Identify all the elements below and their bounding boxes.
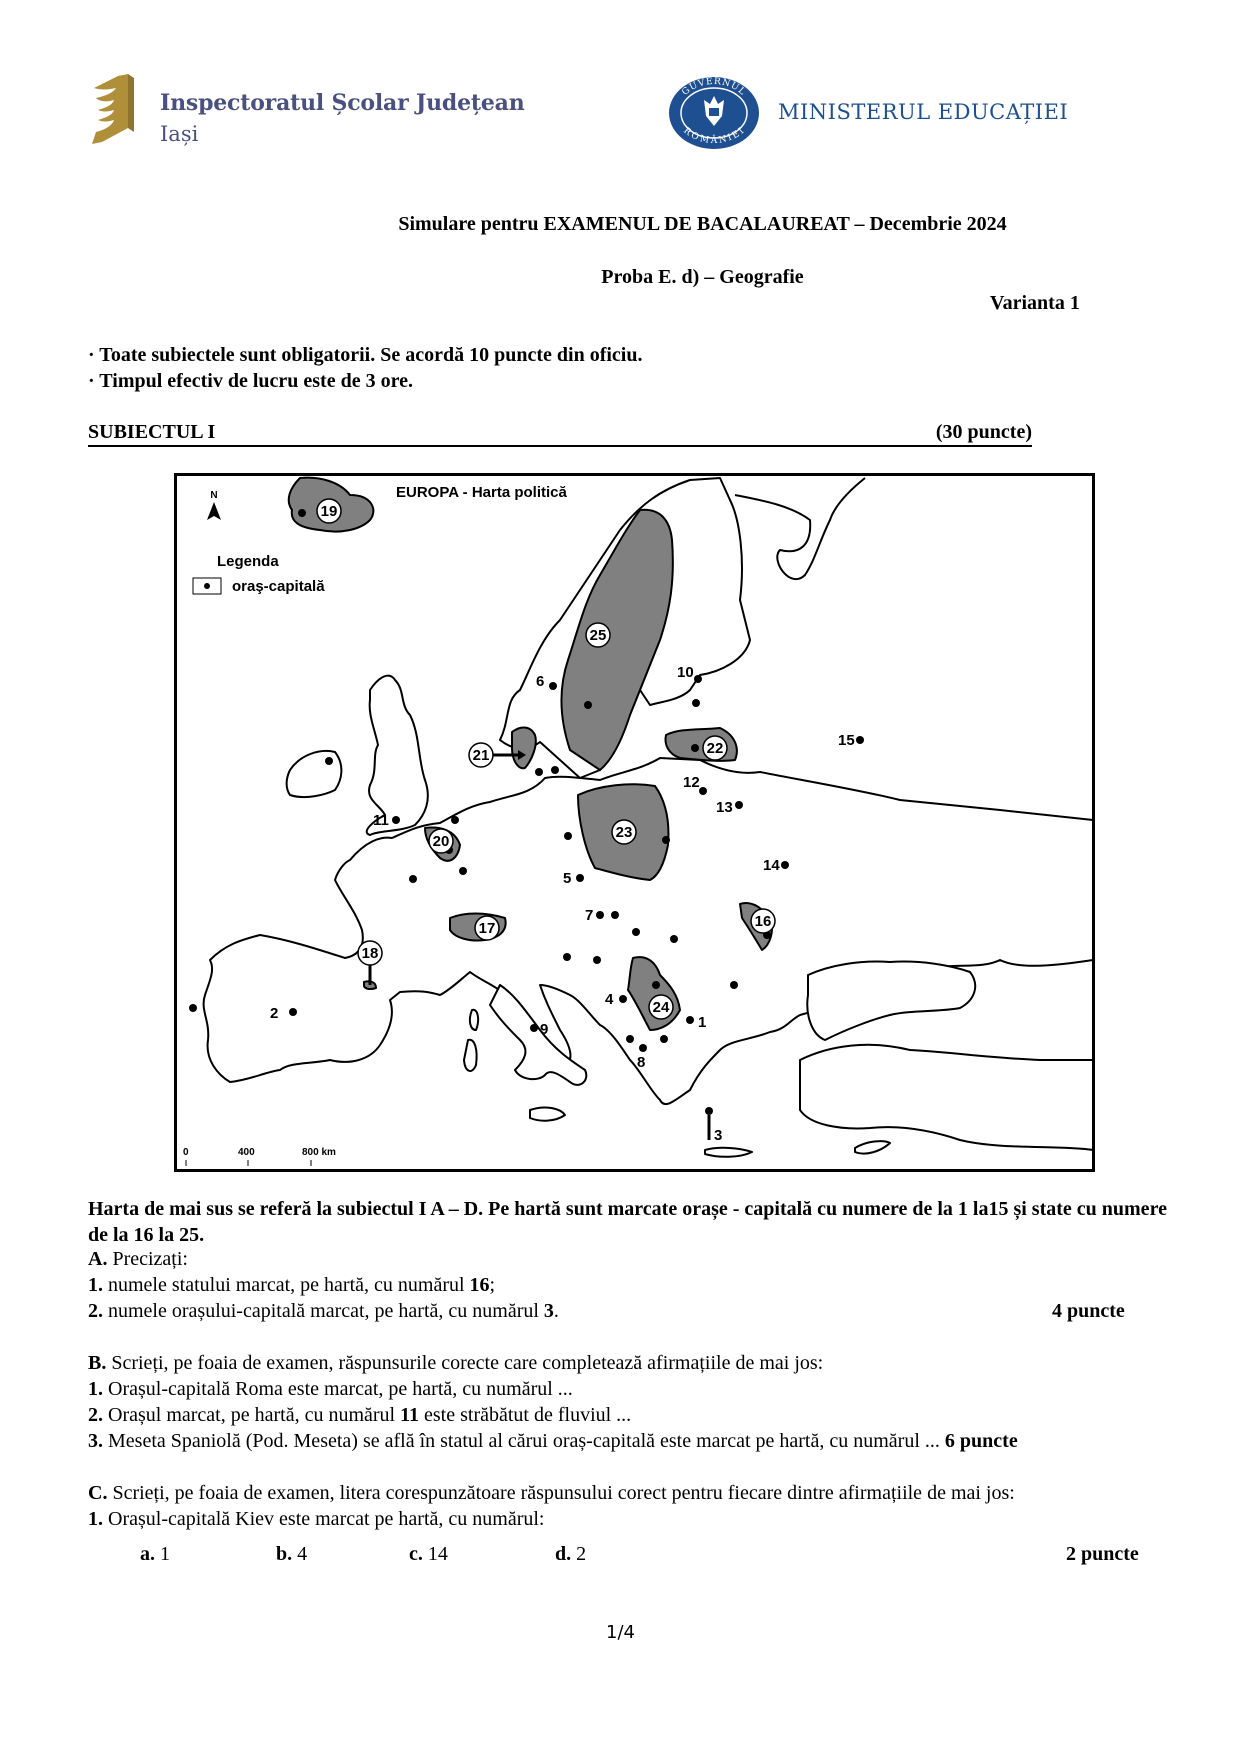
svg-text:23: 23 [615,824,633,841]
isj-logo-icon [88,74,138,146]
capital-dot-icon [204,583,210,589]
section-heading [88,421,1032,447]
north-label: N [210,490,218,501]
state-24 [649,995,673,1019]
question-a-item-2: 2. numele orașului-capitală marcat, pe hartă, cu numărul 3. [88,1300,559,1322]
section-title: SUBIECTUL I [88,421,216,443]
option-a: a. 1 [140,1543,170,1565]
state-16 [751,909,775,933]
svg-text:24: 24 [652,999,670,1016]
scale-label: 400 [238,1147,255,1158]
svg-text:8: 8 [637,1054,646,1071]
map-intro: Harta de mai sus se referă la subiectul I A – D. Pe hartă sunt marcate orașe - capitală cu numere de la 1 la15 și state cu numere de la 16 la 25. [88,1198,1167,1246]
svg-text:16: 16 [754,913,772,930]
svg-text:5: 5 [563,870,572,887]
option-b: b. 4 [276,1543,308,1565]
question-c-points: 2 puncte [1066,1543,1139,1565]
corsica [470,1010,478,1030]
map-title: EUROPA - Harta politică [396,484,567,501]
sicily [530,1108,565,1121]
svg-text:4: 4 [605,991,614,1008]
svg-text:19: 19 [320,503,338,520]
state-22 [703,736,727,760]
scale-label: 0 [183,1147,189,1158]
scale-label: 800 km [302,1147,336,1158]
svg-text:12: 12 [683,774,700,791]
state-20 [429,829,453,853]
isj-subtitle: Iași [160,122,199,146]
svg-text:7: 7 [585,907,594,924]
svg-text:22: 22 [706,740,724,757]
svg-text:17: 17 [478,920,496,937]
legend-title: Legenda [217,553,279,570]
question-b-item-2: 2. Orașul marcat, pe hartă, cu numărul 11 este străbătut de fluviul ... [88,1404,632,1426]
ministry-title: MINISTERUL EDUCAȚIEI [778,100,1069,124]
state-19 [317,499,341,523]
option-d: d. 2 [555,1543,587,1565]
exam-subject: Proba E. d) – Geografie [601,266,804,288]
svg-text:9: 9 [540,1021,549,1038]
svg-text:3: 3 [714,1127,723,1144]
question-c-prompt: C. Scrieți, pe foaia de examen, litera corespunzătoare răspunsului corect pentru fiecare dintre afirmațiile de mai jos: [88,1482,1015,1504]
question-b-item-3: 3. Meseta Spaniolă (Pod. Meseta) se află în statul al cărui oraș-capitală este marcat pe hartă, cu numărul ... 6 puncte [88,1430,1018,1452]
svg-text:18: 18 [361,945,379,962]
svg-text:20: 20 [432,833,450,850]
svg-text:ROMÂNIEI: ROMÂNIEI [681,125,747,146]
europe-political-map [174,473,1095,1172]
question-a-prompt: A. Precizați: [88,1248,188,1270]
crete [705,1148,752,1157]
page-number: 1/4 [606,1622,635,1643]
exam-rule: · Timpul efectiv de lucru este de 3 ore. [88,370,413,392]
svg-text:1: 1 [698,1014,707,1031]
exam-title: Simulare pentru EXAMENUL DE BACALAUREAT – Decembrie 2024 [398,213,1007,235]
legend-item: oraş-capitală [232,578,325,595]
state-25 [586,623,610,647]
svg-text:10: 10 [677,664,694,681]
question-c-item-1: 1. Orașul-capitală Kiev este marcat pe hartă, cu numărul: [88,1508,545,1530]
svg-text:21: 21 [472,747,490,764]
question-b-prompt: B. Scrieți, pe foaia de examen, răspunsurile corecte care completează afirmațiile de mai jos: [88,1352,824,1374]
svg-text:13: 13 [716,799,733,816]
svg-text:15: 15 [838,732,855,749]
svg-text:25: 25 [589,627,607,644]
isj-title: Inspectoratul Școlar Județean [160,90,525,116]
exam-variant: Varianta 1 [990,292,1080,314]
state-17 [475,916,499,940]
question-a-points: 4 puncte [1052,1300,1125,1322]
option-c: c. 14 [409,1543,448,1565]
svg-text:14: 14 [763,857,780,874]
svg-text:GUVERNUL: GUVERNUL [680,76,748,98]
exam-rule: · Toate subiectele sunt obligatorii. Se acordă 10 puncte din oficiu. [88,344,643,366]
section-points: (30 puncte) [935,421,1032,443]
svg-text:11: 11 [373,812,389,829]
svg-text:6: 6 [536,673,545,690]
state-23 [612,820,636,844]
question-b-item-1: 1. Orașul-capitală Roma este marcat, pe hartă, cu numărul ... [88,1378,573,1400]
question-a-item-1: 1. numele statului marcat, pe hartă, cu numărul 16; [88,1274,496,1296]
government-seal-icon [668,76,760,150]
svg-text:2: 2 [270,1005,279,1022]
